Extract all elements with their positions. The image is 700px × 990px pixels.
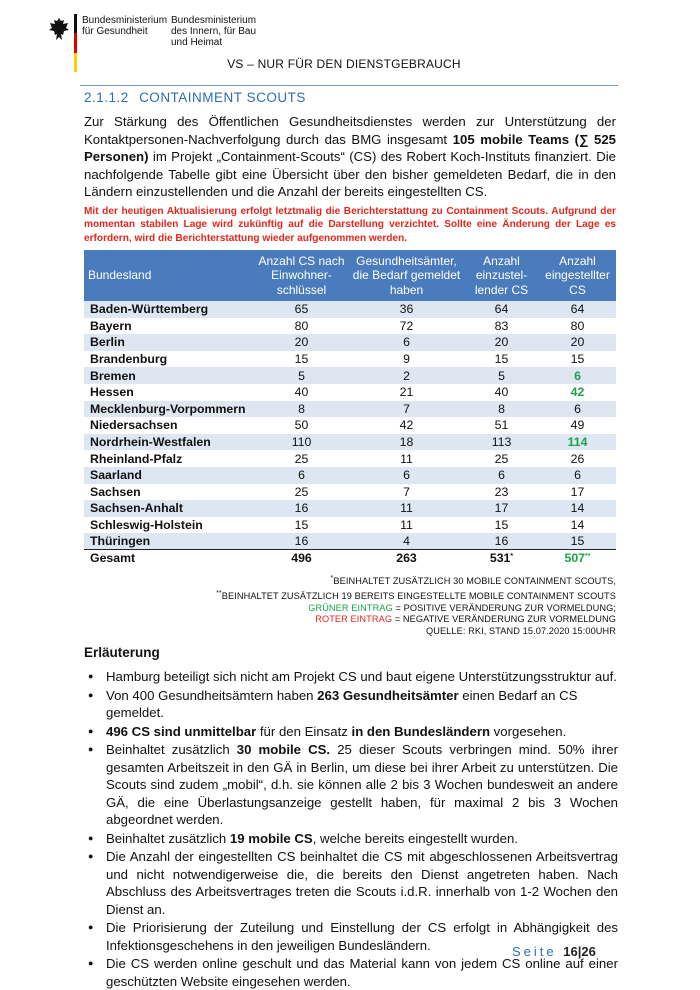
table-row: Hessen 40 21 40 42: [84, 384, 616, 401]
explanation-heading: Erläuterung: [84, 645, 160, 660]
intro-paragraph: Zur Stärkung des Öffentlichen Gesundheitsdienstes werden zur Unterstützung der Kontaktpersonen-Nachverfolgung durch das BMG insgesamt 105 mobile Teams (∑ 525 Personen) im Projekt „Containment-Scouts“ (CS) des Robert Koch-Instituts finanziert. Die nachfolgende Tabelle gibt eine Übersicht über den bisher gemeldeten Bedarf, die in den Ländern einzustellenden und die Anzahl der bereits eingestellten CS.: [84, 114, 616, 199]
table-row: Brandenburg 15 9 15 15: [84, 351, 616, 368]
list-item: ● Die CS werden online geschult und das Material kann von jedem CS online auf einer geschützten Website eingesehen werden.: [84, 955, 618, 990]
table-row: Sachsen-Anhalt 16 11 17 14: [84, 500, 616, 517]
page-footer: Seite 16|26: [512, 944, 596, 959]
list-item: ● 496 CS sind unmittelbar für den Einsatz in den Bundesländern vorgesehen.: [84, 723, 618, 741]
explanation-list: [84, 668, 618, 990]
page-label: Seite: [512, 944, 557, 959]
table-footnotes: *BEINHALTET ZUSÄTZLICH 30 MOBILE CONTAINMENT SCOUTS, **BEINHALTET ZUSÄTZLICH 19 BEREITS EINGESTELLTE MOBILE CONTAINMENT SCOUTS GRÜNER EINTRAG = POSITIVE VERÄNDERUNG ZUR VORMELDUNG; ROTER EINTRAG = NEGATIVE VERÄNDERUNG ZUR VORMELDUNG QUELLE: RKI, STAND 15.07.2020 15:00UHR: [216, 575, 616, 637]
intro-bold: 105 mobile Teams (∑ 525 Personen): [84, 131, 616, 164]
table-row: Niedersachsen 50 42 51 49: [84, 417, 616, 434]
list-item: ● Hamburg beteiligt sich nicht am Projekt CS und baut eigene Unterstützungsstruktur auf.: [84, 668, 618, 686]
table-header-row: [84, 250, 616, 301]
column-header: Anzahl eingestellter CS: [539, 250, 616, 301]
section-title: CONTAINMENT SCOUTS: [139, 90, 306, 105]
table-total-row: Gesamt 496 263 531* 507**: [84, 550, 616, 567]
table-row: Baden-Württemberg 65 36 64 64: [84, 301, 616, 318]
federal-eagle-icon: [48, 16, 70, 42]
table-row: Rheinland-Pfalz 25 11 25 26: [84, 450, 616, 467]
section-divider: [80, 85, 618, 86]
table-row: Bayern 80 72 83 80: [84, 318, 616, 335]
table-row: Berlin 20 6 20 20: [84, 334, 616, 351]
classification-label: VS – NUR FÜR DEN DIENSTGEBRAUCH: [227, 57, 461, 71]
table-row: Sachsen 25 7 23 17: [84, 484, 616, 501]
page-number: 16: [563, 944, 578, 959]
warning-notice: Mit der heutigen Aktualisierung erfolgt letztmalig die Berichterstattung zu Containment Scouts. Aufgrund der momentan stabilen Lage wird zukünftig auf die Darstellung verzichtet. Sollte eine Änderung der Lage es erfordern, wird die Berichterstattung wieder aufgenommen werden.: [84, 206, 616, 244]
column-header: Bundesland: [84, 250, 254, 301]
table-row: Thüringen 16 4 16 15: [84, 533, 616, 550]
table-row: Saarland 6 6 6 6: [84, 467, 616, 484]
ministry-interior-label: Bundesministerium des Innern, für Bau und Heimat: [171, 15, 257, 48]
page-total: 26: [581, 944, 596, 959]
table-row: Nordrhein-Westfalen 110 18 113 114: [84, 434, 616, 451]
list-item: ● Beinhaltet zusätzlich 19 mobile CS, welche bereits eingestellt wurden.: [84, 830, 618, 848]
table-row: Mecklenburg-Vorpommern 8 7 8 6: [84, 401, 616, 418]
column-header: Anzahl einzustel-lender CS: [464, 250, 539, 301]
list-item: ● Beinhaltet zusätzlich 30 mobile CS. 25 dieser Scouts verbringen mind. 50% ihrer gesamten Arbeitszeit in den GÄ in Berlin, um diese bei ihrer Arbeit zu unterstützen. Die Scouts sind zudem „mobil“, d.h. sie können alle 2 bis 3 Wochen bundesweit an andere GÄ, die eine Überlastungsanzeige gestellt haben, für maximal 2 bis 3 Wochen abgeordnet werden.: [84, 741, 618, 829]
list-item: ● Die Anzahl der eingestellten CS beinhaltet die CS mit abgeschlossenen Arbeitsvertrag und nicht notwendigerweise die, die bereits den Dienst angetreten haben. Nach Abschluss des Arbeitsvertrages treten die Scouts i.d.R. innerhalb von 1-2 Wochen den Dienst an.: [84, 848, 618, 918]
section-number: 2.1.1.2: [84, 90, 129, 105]
table-row: Bremen 5 2 5 6: [84, 367, 616, 384]
section-heading: [84, 90, 312, 105]
column-header: Anzahl CS nach Einwohner-schlüssel: [254, 250, 349, 301]
list-item: ● Von 400 Gesundheitsämtern haben 263 Gesundheitsämter einen Bedarf an CS gemeldet.: [84, 687, 618, 722]
table-row: Schleswig-Holstein 15 11 15 14: [84, 517, 616, 534]
column-header: Gesundheitsämter, die Bedarf gemeldet haben: [349, 250, 464, 301]
list-item: ● Die Priorisierung der Zuteilung und Einstellung der CS erfolgt in Abhängigkeit des Infektionsgeschehens in den jeweiligen Bundesländern.: [84, 919, 618, 954]
page-header: [44, 12, 664, 74]
ministry-health-label: Bundesministerium für Gesundheit: [82, 15, 168, 37]
containment-scouts-table: [84, 250, 616, 567]
